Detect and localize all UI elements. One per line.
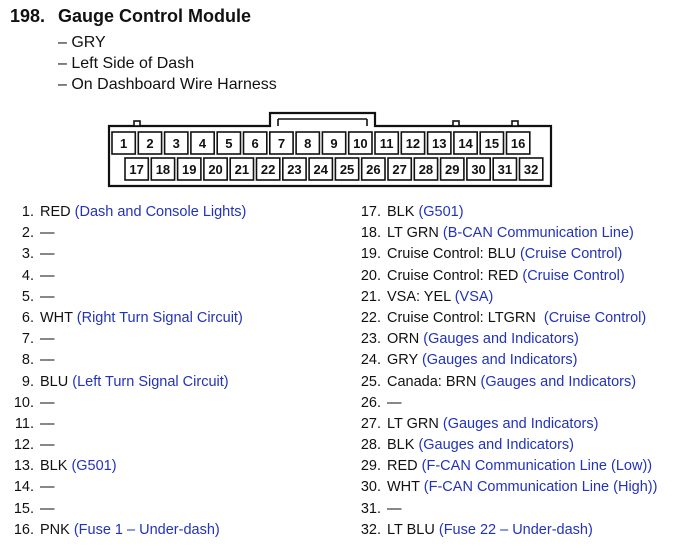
wire-color: — [40,288,55,305]
circuit-description: (Fuse 1 – Under-dash) [73,521,220,538]
pin-label: 2 [146,136,154,151]
wire-color: — [387,394,402,411]
pin-row [357,287,692,308]
wire-color: LT GRN [387,415,443,432]
pin-row [357,372,692,393]
pin-label: 32 [523,162,539,177]
pin-row [357,435,692,456]
circuit-description: (G501) [71,458,117,475]
circuit-description: (Left Turn Signal Circuit) [72,373,229,390]
pin-row [10,414,350,435]
pin-label: 20 [208,162,223,177]
wire-color: Cruise Control: RED [387,267,523,284]
pin-number: 4. [21,267,34,284]
wire-color: — [40,479,55,496]
pin-number: 22. [360,309,381,326]
pin-number: 21. [360,288,381,305]
pin-number: 13. [13,458,34,475]
pin-number: 5. [21,288,34,305]
pin-label: 17 [129,162,144,177]
circuit-description: (Gauges and Indicators) [480,373,637,390]
module-title: Gauge Control Module [58,6,251,26]
pin-number: 6. [21,309,34,326]
pin-number: 18. [360,225,381,242]
pin-number: 7. [21,331,34,348]
pin-label: 27 [392,162,407,177]
detail-harness: – On Dashboard Wire Harness [58,76,277,93]
pin-row [10,329,350,350]
wire-color: PNK [40,521,74,538]
pin-label: 29 [445,162,460,177]
wire-color: BLK [387,437,419,454]
circuit-description: (Dash and Console Lights) [74,204,247,220]
pin-row [357,329,692,350]
circuit-description: (Gauges and Indicators) [423,331,579,348]
pin-row [10,520,350,541]
pin-number: 16. [13,521,34,538]
pin-label: 23 [287,162,302,177]
wire-color: — [40,267,55,284]
pin-number: 26. [360,394,381,411]
pin-number: 20. [360,267,381,284]
pin-label: 25 [339,162,355,177]
pin-number: 11. [14,415,34,432]
circuit-description: (F-CAN Communication Line (Low)) [421,458,653,475]
wire-color: WHT [387,479,424,496]
pin-label: 16 [510,136,526,151]
wire-color: BLU [40,373,73,390]
circuit-description: (Cruise Control) [522,267,625,284]
wire-color: VSA: YEL [387,288,455,305]
pin-label: 24 [313,162,328,177]
pin-number: 23. [360,331,381,348]
pin-row [357,520,692,541]
wire-color: Cruise Control: BLU [387,246,520,263]
pin-number: 10. [13,394,34,411]
wire-color: Canada: BRN [387,373,481,390]
pin-row [357,244,692,265]
pin-row [357,308,692,329]
pin-row [10,244,350,265]
wire-color: LT GRN [387,225,443,242]
pin-row [357,350,692,371]
pin-row [10,266,350,287]
circuit-description: (B-CAN Communication Line) [442,225,634,242]
pin-row [357,477,692,498]
wire-color: — [40,394,55,411]
pin-number: 17. [360,204,381,220]
pin-row [10,287,350,308]
pin-row [10,393,350,414]
pin-number: 27. [360,415,381,432]
pin-number: 25. [360,373,381,390]
pin-list-left [10,202,350,541]
pin-number: 9. [21,373,34,390]
wire-color: — [40,331,55,348]
pin-row [10,499,350,520]
detail-color: – GRY [58,34,106,51]
wire-color: — [40,246,55,263]
wire-color: — [40,500,55,517]
pin-number: 19. [360,246,381,263]
pin-label: 13 [432,136,447,151]
detail-location: – Left Side of Dash [58,55,195,72]
connector-diagram [0,0,695,200]
wire-color: RED [387,458,422,475]
pin-list-right [357,202,692,541]
pin-row [357,499,692,520]
connector-key [134,121,140,126]
pin-number: 15. [13,500,34,517]
connector-key [453,121,459,126]
pin-label: 9 [330,136,338,151]
pin-row [357,414,692,435]
pin-row [10,435,350,456]
pin-label: 6 [251,136,259,151]
pin-label: 31 [497,162,513,177]
wire-color: LT BLU [387,521,439,538]
circuit-description: (VSA) [454,288,494,305]
circuit-description: (G501) [418,204,464,220]
pin-label: 10 [353,136,368,151]
pin-label: 14 [458,136,473,151]
pin-number: 8. [21,352,34,369]
pin-row [10,372,350,393]
pin-number: 24. [360,352,381,369]
pin-label: 11 [379,136,394,151]
pin-number: 14. [13,479,34,496]
wire-color: — [40,225,55,242]
pin-label: 18 [155,162,171,177]
pin-label: 30 [471,162,486,177]
circuit-description: (Gauges and Indicators) [421,352,578,369]
pin-label: 26 [366,162,381,177]
pin-number: 29. [360,458,381,475]
pin-label: 21 [234,162,250,177]
circuit-description: (Right Turn Signal Circuit) [76,309,243,326]
pin-label: 19 [182,162,197,177]
wire-color: — [40,352,55,369]
wire-color: BLK [40,458,72,475]
pin-row [357,202,692,223]
pin-label: 7 [277,136,286,151]
pin-label: 5 [225,136,233,151]
pin-number: 31. [360,500,381,517]
pin-number: 1. [21,204,34,220]
pin-number: 3. [21,246,34,263]
wire-color: BLK [387,204,419,220]
pin-label: 1 [120,136,128,151]
pin-number: 2. [21,225,34,242]
pin-number: 12. [13,437,34,454]
wire-color: — [40,437,55,454]
pin-row [10,223,350,244]
pin-row [357,266,692,287]
pin-label: 22 [260,162,276,177]
wire-color: Cruise Control: LTGRN [387,309,544,326]
wire-color: — [387,500,402,517]
wire-color: ORN [387,331,424,348]
pin-label: 8 [304,136,312,151]
pin-row [357,393,692,414]
wire-color: — [40,415,55,432]
pin-number: 32. [360,521,381,538]
pin-number: 30. [360,479,381,496]
pin-number: 28. [360,437,381,454]
circuit-description: (Fuse 22 – Under-dash) [438,521,593,538]
connector-pins [112,132,543,180]
pin-row [357,223,692,244]
circuit-description: (Cruise Control) [543,309,647,326]
wire-color: GRY [387,352,422,369]
pin-row [10,456,350,477]
circuit-description: (Gauges and Indicators) [442,415,599,432]
pin-row [10,477,350,498]
pin-label: 28 [418,162,434,177]
pin-label: 12 [405,136,421,151]
wire-color: WHT [40,309,77,326]
pin-label: 15 [484,136,500,151]
pin-row [10,202,350,223]
circuit-description: (Cruise Control) [519,246,623,263]
pin-label: 4 [198,136,207,151]
pin-row [10,350,350,371]
pin-row [357,456,692,477]
pin-row [10,308,350,329]
wire-color: RED [40,204,75,220]
circuit-description: (Gauges and Indicators) [418,437,574,454]
connector-key [512,121,518,126]
module-number: 198. [10,6,46,26]
pin-label: 3 [172,136,180,151]
circuit-description: (F-CAN Communication Line (High)) [423,479,658,496]
